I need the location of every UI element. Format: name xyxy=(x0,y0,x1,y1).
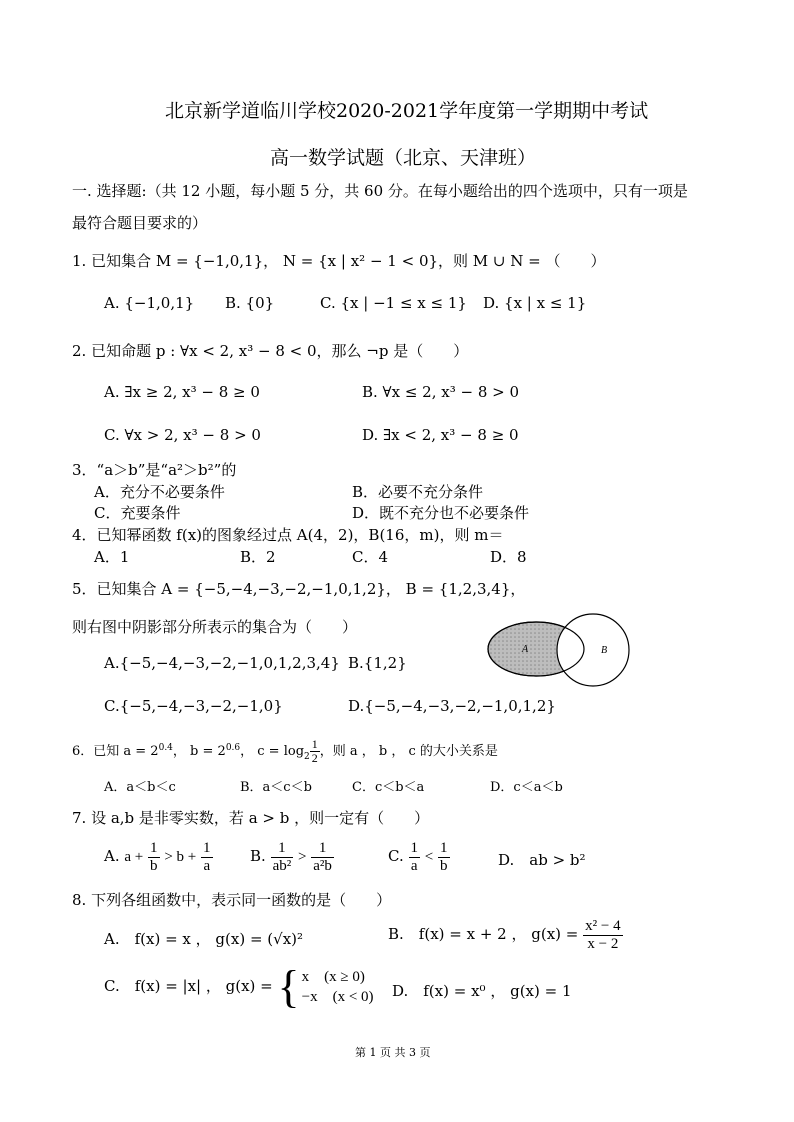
question-6-option-a: A．a＜b＜c xyxy=(104,780,176,795)
piecewise-function: { x (x ≥ 0) −x (x < 0) xyxy=(277,961,374,1012)
page-footer: 第 1 页 共 3 页 xyxy=(355,1046,431,1059)
venn-diagram xyxy=(486,612,636,692)
q6-mid2: ， c = log xyxy=(240,744,305,760)
question-3-option-a: A．充分不必要条件 xyxy=(94,483,225,501)
question-8-option-c: C. f(x) = |x| ， g(x) = { x (x ≥ 0) −x (x < 0) xyxy=(104,961,374,1012)
question-2-option-b: B. ∀x ≤ 2, x³ − 8 > 0 xyxy=(362,383,520,401)
question-5-option-c: C.{−5,−4,−3,−2,−1,0} xyxy=(104,697,283,715)
question-6-option-b: B．a＜c＜b xyxy=(240,780,312,795)
question-3-option-b: B．必要不充分条件 xyxy=(352,483,484,501)
question-2-option-c: C. ∀x > 2, x³ − 8 > 0 xyxy=(104,426,261,444)
question-3-option-c: C．充要条件 xyxy=(94,504,181,522)
question-4-option-d: D．8 xyxy=(490,548,527,566)
section-instructions-line2: 最符合题目要求的） xyxy=(72,214,208,232)
question-7-option-a: A. a + $\frac{1}{b}$ > b + $\frac{1}{a}$ xyxy=(104,840,211,874)
question-5-option-d: D.{−5,−4,−3,−2,−1,0,1,2} xyxy=(348,697,556,715)
question-8-stem: 8. 下列各组函数中，表示同一函数的是（ ） xyxy=(72,891,392,909)
question-7-stem: 7. 设 a,b 是非零实数，若 a > b ，则一定有（ ） xyxy=(72,809,430,827)
q6-exponent-a: 0.4 xyxy=(158,742,173,753)
question-3-stem: 3．“a＞b”是“a²＞b²”的 xyxy=(72,461,237,479)
question-1-option-b: B. {0} xyxy=(225,294,275,312)
question-4-stem: 4．已知幂函数 f(x)的图象经过点 A(4，2)，B(16，m)，则 m＝ xyxy=(72,526,504,544)
section-instructions-line1: 一. 选择题:（共 12 小题，每小题 5 分，共 60 分。在每小题给出的四个选项中，只有一项是 xyxy=(72,182,688,200)
question-6-option-c: C．c＜b＜a xyxy=(352,780,425,795)
exam-title: 北京新学道临川学校2020-2021学年度第一学期期中考试 xyxy=(165,100,649,122)
venn-label-a: A xyxy=(522,644,529,655)
question-1-option-c: C. {x | −1 ≤ x ≤ 1} xyxy=(320,294,467,312)
question-6-stem xyxy=(72,738,498,765)
venn-set-b xyxy=(557,614,629,686)
question-1-option-a: A. {−1,0,1} xyxy=(104,294,195,312)
question-5-stem: 5．已知集合 A = {−5,−4,−3,−2,−1,0,1,2}， B = {1,2,3,4}， xyxy=(72,580,526,598)
question-4-option-a: A．1 xyxy=(94,548,130,566)
venn-label-b: B xyxy=(601,645,608,656)
exam-subtitle: 高一数学试题（北京、天津班） xyxy=(270,147,537,169)
question-6-option-d: D．c＜a＜b xyxy=(490,780,563,795)
q6-pre: 6．已知 a = 2 xyxy=(72,744,159,760)
q6-mid1: ， b = 2 xyxy=(172,744,226,760)
question-1-option-d: D. {x | x ≤ 1} xyxy=(483,294,587,312)
question-2-option-a: A. ∃x ≥ 2, x³ − 8 ≥ 0 xyxy=(104,383,260,401)
q6-post: ，则 a ， b ， c 的大小关系是 xyxy=(319,744,498,760)
question-5-option-a: A.{−5,−4,−3,−2,−1,0,1,2,3,4} xyxy=(104,654,340,672)
question-5-option-b: B.{1,2} xyxy=(348,654,407,672)
q6-exponent-b: 0.6 xyxy=(225,742,241,753)
question-2-option-d: D. ∃x < 2, x³ − 8 ≥ 0 xyxy=(362,426,519,444)
question-4-option-b: B．2 xyxy=(240,548,276,566)
question-7-option-b: B. $\frac{1}{\text{ab²}}$ > $\frac{1}{\text{a²b}}$ xyxy=(250,840,332,874)
question-4-option-c: C．4 xyxy=(352,548,389,566)
q6-fraction: $\frac{1}{2}$ xyxy=(311,737,318,766)
question-7-option-d: D. ab > b² xyxy=(498,851,586,869)
question-8-option-a: A. f(x) = x ， g(x) = (√x)² xyxy=(104,930,304,948)
question-8-option-d: D. f(x) = x⁰ ， g(x) = 1 xyxy=(392,982,572,1000)
question-5-stem-line2: 则右图中阴影部分所表示的集合为（ ） xyxy=(72,618,358,636)
question-7-option-c: C. $\frac{1}{a}$ < $\frac{1}{b}$ xyxy=(388,840,448,874)
question-1-stem: 1. 已知集合 M = {−1,0,1}， N = {x | x² − 1 < 0}，则 M ∪ N = （ ） xyxy=(72,252,606,270)
question-8-option-b: B. f(x) = x + 2 ， g(x) = $\frac{\text{x² − 4}}{x - 2}$ xyxy=(388,918,621,952)
question-2-stem: 2. 已知命题 p : ∀x < 2, x³ − 8 < 0，那么 ¬p 是（ ） xyxy=(72,342,469,360)
q6-log-base: 2 xyxy=(304,751,310,762)
question-3-option-d: D．既不充分也不必要条件 xyxy=(352,504,530,522)
